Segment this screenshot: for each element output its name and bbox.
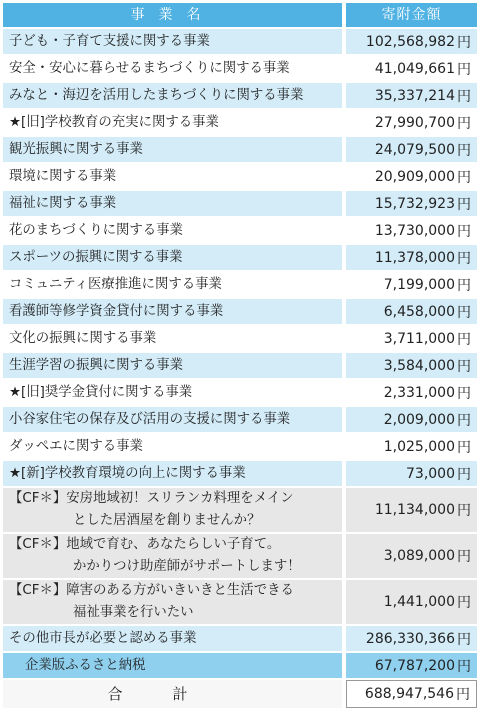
- donation-amount-cell: [346, 137, 477, 162]
- table-row: [3, 380, 477, 405]
- crowdfunding-row: [3, 488, 477, 532]
- header-project-name: 事業名: [3, 3, 342, 27]
- donation-amount: 20,909,000: [374, 168, 455, 185]
- table-row: [3, 245, 477, 270]
- donation-amount-cell: [346, 191, 477, 216]
- donation-amount: 41,049,661: [374, 60, 455, 77]
- donation-amount-cell: [346, 434, 477, 459]
- yen-unit: 円: [457, 250, 471, 267]
- donation-amount: 24,079,500: [374, 141, 455, 158]
- project-name-cell: ★[旧]学校教育の充実に関する事業: [3, 110, 342, 135]
- donation-amount: 11,134,000: [374, 502, 455, 518]
- table-row: [3, 191, 477, 216]
- donation-amount-cell: [346, 272, 477, 297]
- donation-amount-cell: [346, 353, 477, 378]
- table-row: [3, 137, 477, 162]
- project-name-cell: 観光振興に関する事業: [3, 137, 342, 162]
- yen-unit: 円: [457, 631, 471, 648]
- project-name-cell: 小谷家住宅の保存及び活用の支援に関する事業: [3, 407, 342, 432]
- donation-amount-cell: [346, 407, 477, 432]
- donation-amount: 35,337,214: [374, 87, 455, 104]
- yen-unit: 円: [457, 385, 471, 402]
- project-name-line: 【CF＊】障害のある方がいきいきと生活できる: [9, 583, 294, 598]
- yen-unit: 円: [457, 503, 471, 519]
- donation-amount-cell: [346, 29, 477, 54]
- project-name-cell: [3, 580, 342, 624]
- yen-unit: 円: [457, 61, 471, 78]
- table-row: [3, 110, 477, 135]
- table-row: [3, 83, 477, 108]
- donation-amount: 73,000: [406, 465, 455, 482]
- project-name-line: かかりつけ助産師がサポートします！: [73, 559, 301, 574]
- donation-amount: 2,009,000: [383, 411, 455, 428]
- donation-amount-cell: [346, 83, 477, 108]
- table-row: [3, 56, 477, 81]
- donation-amount: 1,441,000: [383, 594, 455, 610]
- project-name-cell: [3, 534, 342, 578]
- project-name-line: 【CF＊】地域で育む、あなたらしい子育て。: [9, 537, 281, 552]
- donation-amount-cell: [346, 110, 477, 135]
- donation-amount: 286,330,366: [365, 630, 455, 647]
- table-body: [3, 29, 477, 710]
- donation-amount: 1,025,000: [383, 438, 455, 455]
- donation-amount: 2,331,000: [383, 384, 455, 401]
- project-name-cell: ★[旧]奨学金貸付に関する事業: [3, 380, 342, 405]
- donation-amount: 3,711,000: [383, 330, 455, 347]
- header-donation-amount: 寄附金額: [346, 3, 477, 27]
- donation-amount-cell: [346, 326, 477, 351]
- donation-amount: 3,089,000: [383, 548, 455, 564]
- table-row: [3, 353, 477, 378]
- yen-unit: 円: [457, 304, 471, 321]
- yen-unit: 円: [457, 658, 471, 675]
- total-row: [3, 680, 477, 708]
- donation-amount: 15,732,923: [374, 195, 455, 212]
- yen-unit: 円: [457, 169, 471, 186]
- project-name-cell: 環境に関する事業: [3, 164, 342, 189]
- yen-unit: 円: [457, 412, 471, 429]
- donation-amount: 27,990,700: [374, 114, 455, 131]
- donation-amount: 688,947,546: [364, 686, 454, 702]
- project-name-line: 福祉事業を行いたい: [73, 605, 194, 620]
- project-name-cell: 花のまちづくりに関する事業: [3, 218, 342, 243]
- donation-amount-cell: [346, 299, 477, 324]
- project-name-cell: 企業版ふるさと納税: [3, 653, 342, 678]
- yen-unit: 円: [457, 439, 471, 456]
- table-row: [3, 407, 477, 432]
- yen-unit: 円: [456, 687, 470, 703]
- yen-unit: 円: [457, 88, 471, 105]
- yen-unit: 円: [457, 115, 471, 132]
- table-row: [3, 218, 477, 243]
- project-name-cell: スポーツの振興に関する事業: [3, 245, 342, 270]
- table-row: [3, 434, 477, 459]
- yen-unit: 円: [457, 34, 471, 51]
- donation-amount: 13,730,000: [374, 222, 455, 239]
- project-name-cell: ★[新]学校教育環境の向上に関する事業: [3, 461, 342, 486]
- table-row: [3, 164, 477, 189]
- project-name-cell: 子ども・子育て支援に関する事業: [3, 29, 342, 54]
- donation-amount-cell: [346, 56, 477, 81]
- crowdfunding-row: [3, 580, 477, 624]
- table-row: [3, 272, 477, 297]
- donation-amount-cell: [346, 461, 477, 486]
- project-name-cell: 合計: [3, 680, 342, 708]
- donation-amount-cell: [346, 218, 477, 243]
- crowdfunding-row: [3, 534, 477, 578]
- project-name-cell: 文化の振興に関する事業: [3, 326, 342, 351]
- donation-amount-cell: [346, 653, 477, 678]
- donation-amount-cell: [346, 164, 477, 189]
- donation-amount-cell: [346, 488, 477, 532]
- corporate-furusato-row: [3, 653, 477, 678]
- project-name-line: 【CF＊】安房地域初！スリランカ料理をメイン: [9, 491, 294, 506]
- yen-unit: 円: [457, 223, 471, 240]
- project-name-cell: 看護師等修学資金貸付に関する事業: [3, 299, 342, 324]
- donation-amount-cell: [346, 680, 477, 708]
- project-name-cell: [3, 488, 342, 532]
- project-name-cell: 安全・安心に暮らせるまちづくりに関する事業: [3, 56, 342, 81]
- project-name-cell: みなと・海辺を活用したまちづくりに関する事業: [3, 83, 342, 108]
- yen-unit: 円: [457, 549, 471, 565]
- project-name-cell: 生涯学習の振興に関する事業: [3, 353, 342, 378]
- donation-amount: 3,584,000: [383, 357, 455, 374]
- table-row: [3, 461, 477, 486]
- donation-amount: 11,378,000: [374, 249, 455, 266]
- yen-unit: 円: [457, 142, 471, 159]
- yen-unit: 円: [457, 595, 471, 611]
- table-row: [3, 326, 477, 351]
- donation-amount-cell: [346, 580, 477, 624]
- table-header: [3, 3, 477, 27]
- yen-unit: 円: [457, 358, 471, 375]
- project-name-cell: その他市長が必要と認める事業: [3, 626, 342, 651]
- yen-unit: 円: [457, 466, 471, 483]
- other-projects-row: [3, 626, 477, 651]
- yen-unit: 円: [457, 331, 471, 348]
- project-name-cell: 福祉に関する事業: [3, 191, 342, 216]
- donation-amount: 67,787,200: [374, 657, 455, 674]
- table-row: [3, 299, 477, 324]
- donation-amount-cell: [346, 534, 477, 578]
- yen-unit: 円: [457, 196, 471, 213]
- donation-amount: 7,199,000: [383, 276, 455, 293]
- donation-amount: 6,458,000: [383, 303, 455, 320]
- donation-amount-cell: [346, 245, 477, 270]
- table-row: [3, 29, 477, 54]
- project-name-line: とした居酒屋を創りませんか？: [73, 513, 261, 528]
- donation-amount: 102,568,982: [365, 33, 455, 50]
- donation-amount-cell: [346, 380, 477, 405]
- donation-amount-cell: [346, 626, 477, 651]
- yen-unit: 円: [457, 277, 471, 294]
- project-name-cell: ダッペエに関する事業: [3, 434, 342, 459]
- project-name-cell: コミュニティ医療推進に関する事業: [3, 272, 342, 297]
